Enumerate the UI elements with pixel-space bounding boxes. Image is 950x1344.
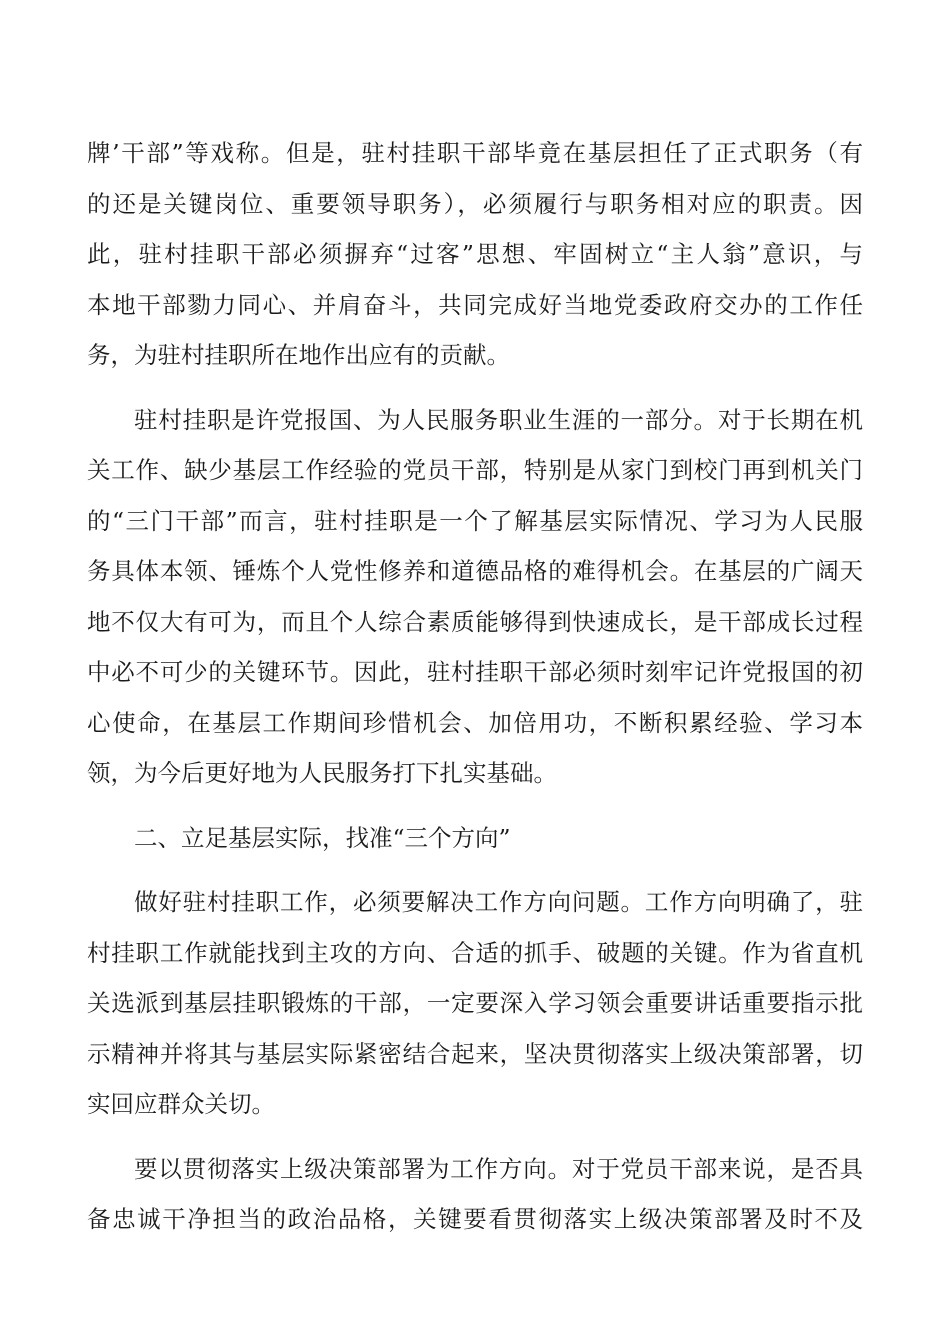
paragraph-continuation — [87, 128, 863, 381]
heading-text: 二、立足基层实际，找准“三个方向” — [134, 823, 511, 852]
text-line: 做好驻村挂职工作，必须要解决工作方向问题。工作方向明确了，驻 — [134, 888, 863, 916]
text-line: 中必不可少的关键环节。因此，驻村挂职干部必须时刻牢记许党报国的初 — [87, 658, 863, 686]
text-line: 本地干部勠力同心、并肩奋斗，共同完成好当地党委政府交办的工作任 — [87, 290, 863, 319]
text-line: 的还是关键岗位、重要领导职务），必须履行与职务相对应的职责。因 — [87, 189, 863, 218]
text-line: 的“三门干部”而言，驻村挂职是一个了解基层实际情况、学习为人民服 — [87, 506, 863, 535]
text-line: 关工作、缺少基层工作经验的党员干部，特别是从家门到校门再到机关门 — [87, 456, 863, 484]
text-line: 要以贯彻落实上级决策部署为工作方向。对于党员干部来说，是否具 — [134, 1154, 863, 1183]
text-line: 此，驻村挂职干部必须摒弃“过客”思想、牢固树立“主人翁”意识，与 — [87, 240, 863, 268]
section-heading — [87, 813, 863, 864]
text-line: 示精神并将其与基层实际紧密结合起来，坚决贯彻落实上级决策部署，切 — [87, 1039, 863, 1068]
text-line: 备忠诚干净担当的政治品格，关键要看贯彻落实上级决策部署及时不及 — [87, 1205, 863, 1233]
text-line: 驻村挂职是许党报国、为人民服务职业生涯的一部分。对于长期在机 — [134, 405, 863, 434]
text-line: 务，为驻村挂职所在地作出应有的贡献。 — [87, 341, 510, 369]
text-line: 务具体本领、锤炼个人党性修养和道德品格的难得机会。在基层的广阔天 — [87, 557, 863, 585]
document-body — [87, 128, 863, 1245]
paragraph-implementation — [87, 1144, 863, 1245]
text-line: 关选派到基层挂职锻炼的干部，一定要深入学习领会重要讲话重要指示批 — [87, 989, 863, 1017]
text-line: 领，为今后更好地为人民服务打下扎实基础。 — [87, 759, 557, 787]
text-line: 地不仅大有可为，而且个人综合素质能够得到快速成长，是干部成长过程 — [87, 607, 863, 636]
text-line: 牌’干部”等戏称。但是，驻村挂职干部毕竟在基层担任了正式职务（有 — [87, 139, 863, 167]
text-line: 村挂职工作就能找到主攻的方向、合适的抓手、破题的关键。作为省直机 — [87, 938, 863, 967]
paragraph-direction — [87, 877, 863, 1130]
paragraph-career — [87, 395, 863, 799]
text-line: 心使命，在基层工作期间珍惜机会、加倍用功，不断积累经验、学习本 — [87, 708, 863, 737]
text-line: 实回应群众关切。 — [87, 1090, 275, 1118]
